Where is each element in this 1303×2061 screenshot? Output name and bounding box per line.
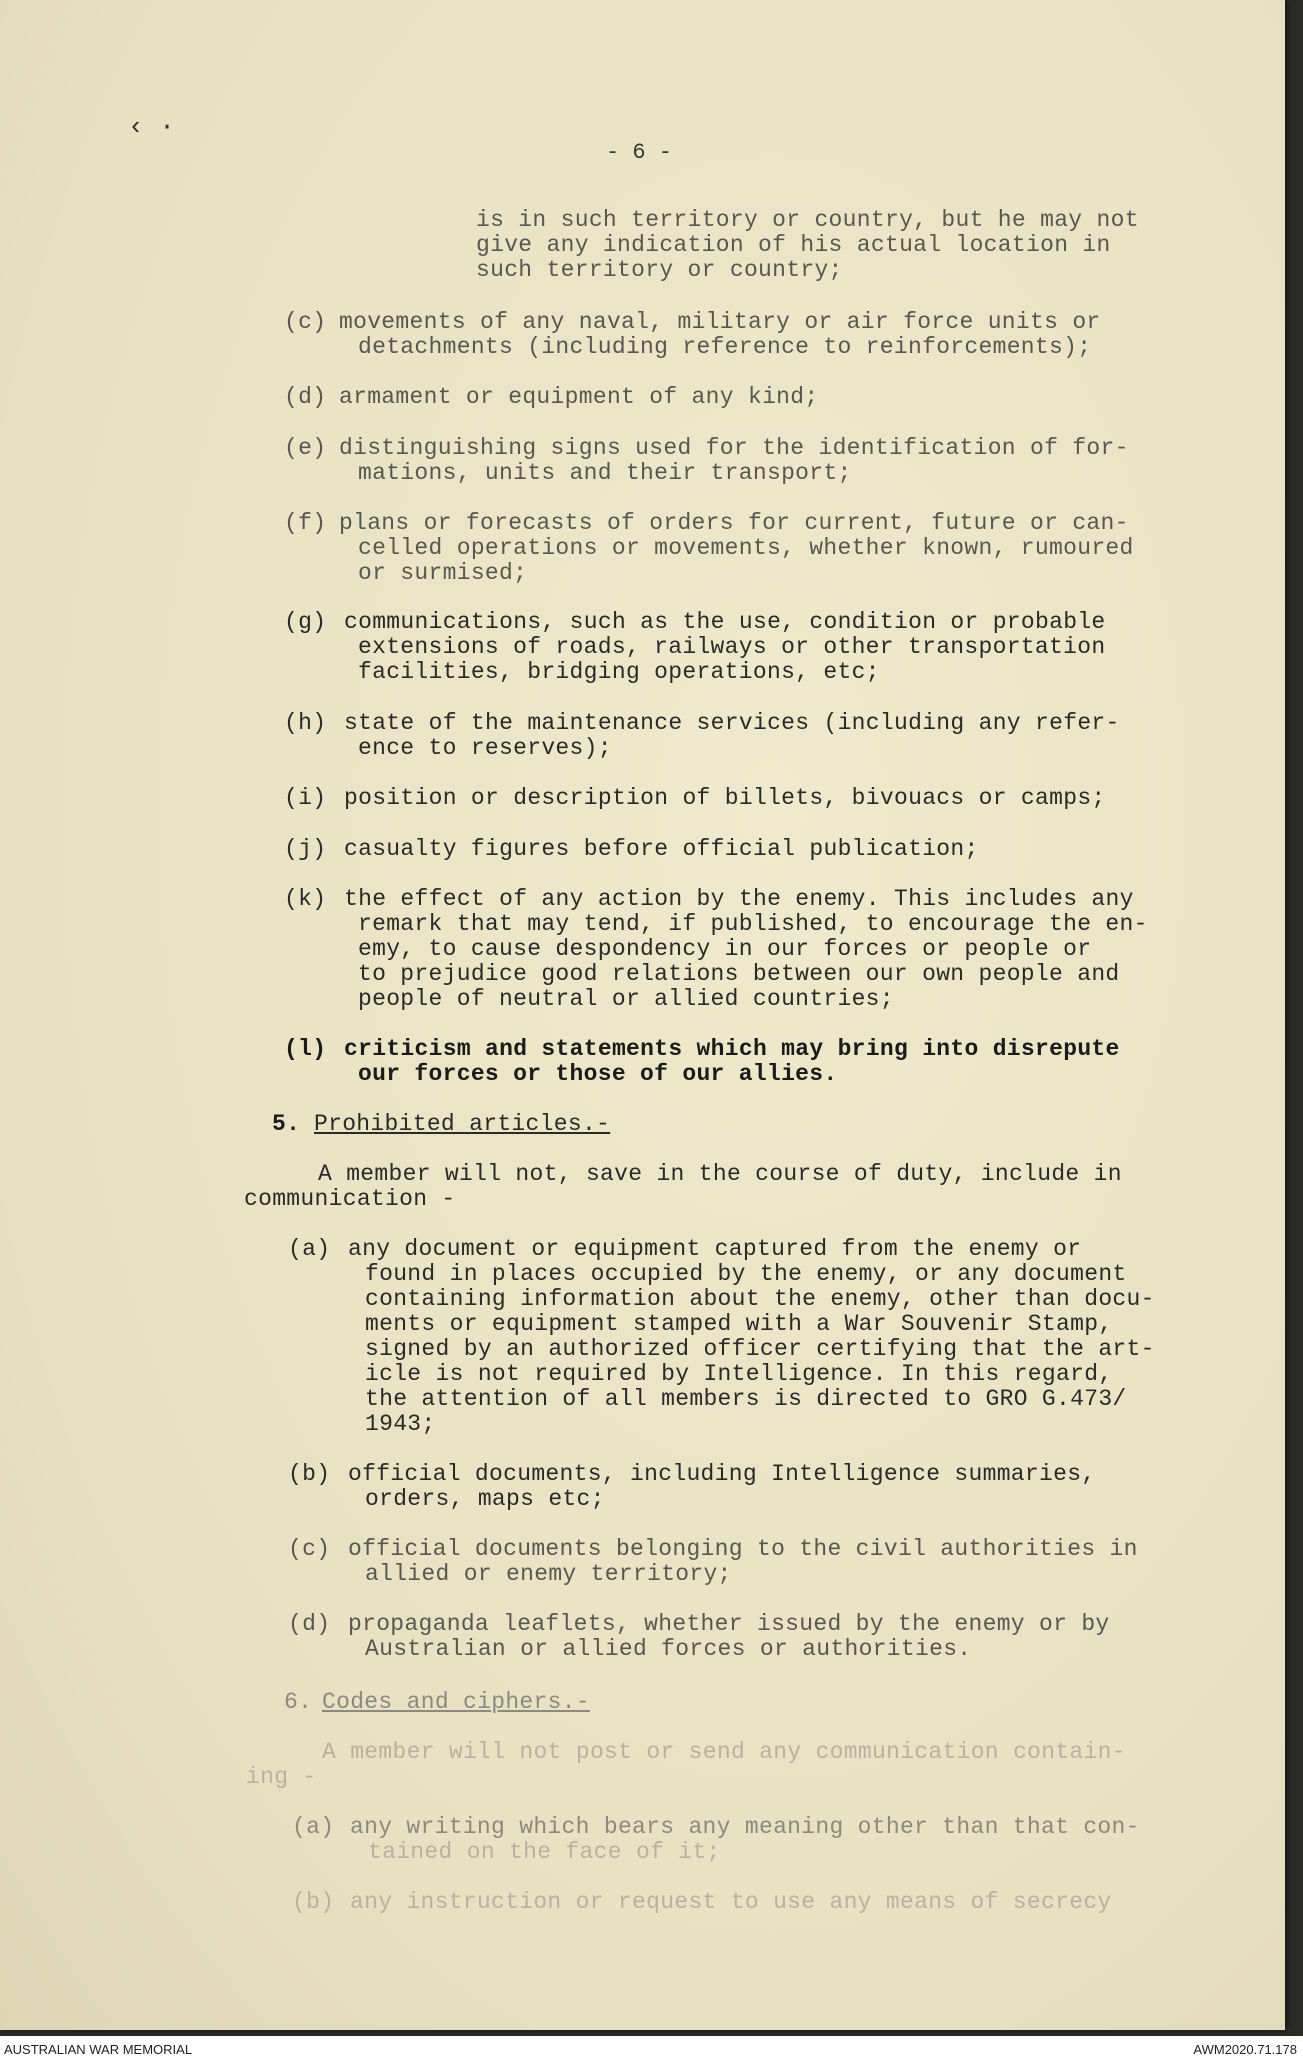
item-g-line-1: communications, such as the use, condition or probable	[344, 609, 1106, 635]
s5-item-d-line-2: Australian or allied forces or authorities.	[365, 1636, 972, 1662]
item-l-line-2: our forces or those of our allies.	[358, 1061, 838, 1087]
s5-item-d-line-1: propaganda leaflets, whether issued by the enemy or by	[348, 1611, 1110, 1637]
s5-item-a-line-4: ments or equipment stamped with a War Souvenir Stamp,	[365, 1311, 1113, 1337]
page-number: - 6 -	[606, 140, 673, 165]
item-j-line-1: casualty figures before official publication;	[344, 836, 979, 862]
intro-line-2: give any indication of his actual location in	[476, 232, 1111, 258]
item-g-label: (g)	[284, 609, 327, 635]
s5-item-a-line-1: any document or equipment captured from the enemy or	[348, 1236, 1082, 1262]
section-5-intro-1: A member will not, save in the course of duty, include in	[318, 1161, 1122, 1187]
s5-item-b-label: (b)	[288, 1461, 331, 1487]
item-i-line-1: position or description of billets, bivouacs or camps;	[344, 785, 1106, 811]
s5-item-d-label: (d)	[288, 1611, 331, 1637]
s5-item-a-label: (a)	[288, 1236, 331, 1262]
intro-line-1: is in such territory or country, but he may not	[476, 207, 1139, 233]
footer-catalogue-id: AWM2020.71.178	[1193, 2042, 1297, 2057]
s5-item-a-line-6: icle is not required by Intelligence. In this regard,	[365, 1361, 1113, 1387]
item-f-line-1: plans or forecasts of orders for current, future or can-	[339, 510, 1129, 536]
s5-item-c-label: (c)	[288, 1536, 331, 1562]
s5-item-a-line-5: signed by an authorized officer certifying that the art-	[365, 1336, 1155, 1362]
s6-item-a-label: (a)	[292, 1814, 335, 1840]
section-5-intro-2: communication -	[244, 1186, 456, 1212]
section-6-number: 6.	[284, 1689, 313, 1715]
item-l-label: (l)	[284, 1036, 327, 1062]
item-g-line-2: extensions of roads, railways or other transportation	[358, 634, 1106, 660]
s6-item-a-line-1: any writing which bears any meaning other than that con-	[350, 1814, 1140, 1840]
s6-item-b-line-1: any instruction or request to use any means of secrecy	[350, 1889, 1112, 1915]
footer-source: AUSTRALIAN WAR MEMORIAL	[4, 2042, 193, 2057]
item-k-line-5: people of neutral or allied countries;	[358, 986, 894, 1012]
item-j-label: (j)	[284, 836, 327, 862]
item-k-line-1: the effect of any action by the enemy. This includes any	[344, 886, 1134, 912]
s6-item-a-line-2: tained on the face of it;	[368, 1839, 721, 1865]
item-i-label: (i)	[284, 785, 327, 811]
item-h-line-1: state of the maintenance services (including any refer-	[344, 710, 1120, 736]
archive-footer	[0, 2036, 1303, 2061]
item-k-label: (k)	[284, 886, 327, 912]
section-6-heading: Codes and ciphers.-	[322, 1689, 590, 1715]
section-5-heading: Prohibited articles.-	[314, 1111, 611, 1137]
item-c-line-1: movements of any naval, military or air force units or	[339, 309, 1101, 335]
stray-mark: ‹ ·	[128, 112, 175, 142]
section-6-intro-1: A member will not post or send any communication contain-	[322, 1739, 1126, 1765]
s5-item-a-line-8: 1943;	[365, 1411, 436, 1437]
item-e-line-2: mations, units and their transport;	[358, 460, 852, 486]
item-e-line-1: distinguishing signs used for the identification of for-	[339, 435, 1129, 461]
item-c-label: (c)	[284, 309, 327, 335]
item-h-line-2: ence to reserves);	[358, 735, 612, 761]
s5-item-a-line-7: the attention of all members is directed to GRO G.473/	[365, 1386, 1127, 1412]
item-k-line-3: emy, to cause despondency in our forces or people or	[358, 936, 1092, 962]
s5-item-c-line-2: allied or enemy territory;	[365, 1561, 732, 1587]
item-d-line-1: armament or equipment of any kind;	[339, 384, 819, 410]
item-g-line-3: facilities, bridging operations, etc;	[358, 659, 880, 685]
item-k-line-4: to prejudice good relations between our own people and	[358, 961, 1120, 987]
item-l-line-1: criticism and statements which may bring into disrepute	[344, 1036, 1120, 1062]
s5-item-a-line-3: containing information about the enemy, other than docu-	[365, 1286, 1155, 1312]
s5-item-b-line-1: official documents, including Intelligence summaries,	[348, 1461, 1096, 1487]
item-e-label: (e)	[284, 435, 327, 461]
item-f-line-2: celled operations or movements, whether known, rumoured	[358, 535, 1134, 561]
s5-item-b-line-2: orders, maps etc;	[365, 1486, 605, 1512]
s6-item-b-label: (b)	[292, 1889, 335, 1915]
section-5-number: 5.	[272, 1111, 301, 1137]
section-6-intro-2: ing -	[246, 1764, 317, 1790]
item-d-label: (d)	[284, 384, 327, 410]
intro-line-3: such territory or country;	[476, 257, 843, 283]
item-c-line-2: detachments (including reference to reinforcements);	[358, 334, 1092, 360]
item-f-label: (f)	[284, 510, 327, 536]
item-k-line-2: remark that may tend, if published, to encourage the en-	[358, 911, 1148, 937]
s5-item-a-line-2: found in places occupied by the enemy, or any document	[365, 1261, 1127, 1287]
item-f-line-3: or surmised;	[358, 560, 528, 586]
item-h-label: (h)	[284, 710, 327, 736]
s5-item-c-line-1: official documents belonging to the civil authorities in	[348, 1536, 1138, 1562]
